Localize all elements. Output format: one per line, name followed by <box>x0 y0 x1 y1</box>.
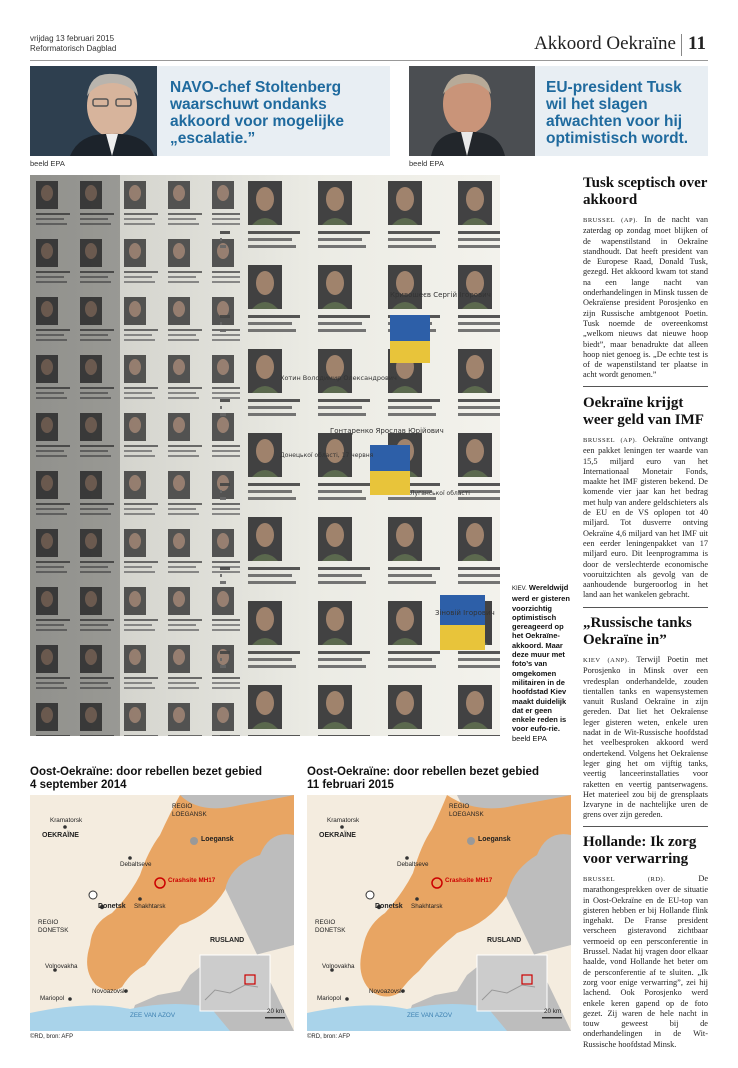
map-label: Novoazovsk <box>92 988 127 995</box>
stoltenberg-portrait <box>30 66 157 156</box>
quote-text-2: EU-president Tusk wil het slagen afwachten voor hij optimistisch wordt. <box>546 79 689 147</box>
article-dateline: BRUSSEL (AP). <box>583 437 638 444</box>
article-body <box>583 655 708 821</box>
article-title: „Russische tanks Oekraïne in” <box>583 615 692 648</box>
map-2 <box>307 795 571 1031</box>
article-text: Oekraïne ontvangt een pakket leningen ter waarde van 15,5 miljard euro van het Internationaal Monetair Fonds, maakte het IMF gisteren bekend. De komende vier jaar kan het bedrag met hulp van andere geldschieters als de EU en de VS oplopen tot 40 miljard. Tot dusverre ontving Oekraïne 4,6 miljard van het IMF uit een eerder leningenpakket van 17 miljard euro. Dit leenprogramma is door de verslechterde economische vooruitzichten als gevolg van de aanhoudende burgeroorlog in het land aan het wankelen gebracht. <box>583 435 709 600</box>
map-label: Mariopol <box>317 995 342 1002</box>
wall-text-6: Луганської області <box>410 490 470 497</box>
map-label: 20 km <box>267 1008 285 1015</box>
wall-text-4: Зіновій Ігорович <box>435 609 495 617</box>
map-2-heading <box>307 766 571 792</box>
map-title: Oost-Oekraïne: door rebellen bezet gebied <box>307 766 539 778</box>
map-label: Kramatorsk <box>327 817 360 824</box>
article-tanks <box>583 615 708 821</box>
header-rule <box>30 60 708 61</box>
photo-credit-2: beeld EPA <box>409 159 444 168</box>
memorial-wall-photo <box>30 175 500 736</box>
section-title: Akkoord Oekraïne <box>534 33 676 54</box>
map-label: Donetsk <box>375 903 403 910</box>
map-source-2: ©RD, bron: AFP <box>307 1034 351 1040</box>
article-imf <box>583 395 708 601</box>
map-label: 20 km <box>544 1008 562 1015</box>
map-label: OEKRAÏNE <box>42 832 79 839</box>
quote-box-2 <box>535 66 708 156</box>
article-divider <box>583 826 708 827</box>
wall-text-5: Донецької області, 17 червня <box>280 452 374 459</box>
map-date: 4 september 2014 <box>30 779 127 791</box>
map-source-1: ©RD, bron: AFP <box>30 1034 74 1040</box>
article-title: Tusk sceptisch over akkoord <box>583 175 708 208</box>
article-body <box>583 874 708 1050</box>
map-label: REGIO DONETSK <box>315 919 346 934</box>
map-date: 11 februari 2015 <box>307 779 394 791</box>
map-label: Shakhtarsk <box>411 903 443 910</box>
map-label: Donetsk <box>98 903 126 910</box>
photo-caption <box>512 583 574 743</box>
quote-box-1 <box>157 66 390 156</box>
map-label: Mariopol <box>40 995 65 1002</box>
quote-text-1: NAVO-chef Stoltenberg waarschuwt ondanks akkoord voor mogelijke „escalatie.” <box>170 79 344 147</box>
map-label: RUSLAND <box>487 937 522 944</box>
article-divider <box>583 607 708 608</box>
article-hollande <box>583 834 708 1050</box>
article-body <box>583 215 708 381</box>
tusk-portrait <box>409 66 535 156</box>
photo-credit-1: beeld EPA <box>30 159 65 168</box>
page-number: 11 <box>688 33 706 54</box>
map-label: REGIO DONETSK <box>38 919 69 934</box>
map-label: Debaltseve <box>120 861 152 868</box>
map-label: Volnovakha <box>322 963 355 970</box>
map-label: Volnovakha <box>45 963 78 970</box>
wall-text-2: Хотин Володимир Олександрович <box>280 374 397 382</box>
map-1 <box>30 795 294 1031</box>
wall-text-1: Кривошеєв Сергій Ігорович <box>390 291 491 299</box>
map-label: Kramatorsk <box>50 817 83 824</box>
map-label: Novoazovsk <box>369 988 404 995</box>
map-label: Debaltseve <box>397 861 429 868</box>
caption-text: Wereldwijd werd er gisteren voorzichtig optimistisch gereageerd op het Oekraïne-akkoord. Maar deze muur met foto’s van omgekomen militairen in de hoofdstad Kiev maakt duidelijk dat er geen enkele reden is voor eufo-rie. <box>512 583 570 734</box>
map-1-heading <box>30 766 294 792</box>
header-divider <box>681 34 682 56</box>
map-title: Oost-Oekraïne: door rebellen bezet gebied <box>30 766 262 778</box>
issue-date: vrijdag 13 februari 2015 <box>30 34 115 43</box>
article-text: De marathongesprekken over de situatie in Oost-Oekraïne en de EU-top van gisteren hebben er bij Hollande flink ingehakt. De Franse president verscheen gisteravond zichtbaar vermoeid op een persconferentie in Brussel. Nadat hij vragen door elkaar haalde, vond Hollande het beter om de persconferentie af te sluiten. „Ik zorg voor enige verwarring”, zei hij lachend. Ook Porosjenko werd enkele keren gapend op de foto gezet. Zij waren de hele nacht in touw geweest bij de onderhandelingen in de Wit-Russische hoofdstad Minsk. <box>583 874 709 1049</box>
article-divider <box>583 386 708 387</box>
map-label: REGIO LOEGANSK <box>449 803 484 818</box>
article-dateline: BRUSSEL (RD). <box>583 876 666 883</box>
article-title: Oekraïne krijgt weer geld van IMF <box>583 395 704 428</box>
caption-dateline: KIEV. <box>512 586 527 592</box>
map-label: ZEE VAN AZOV <box>407 1012 453 1019</box>
article-text: In de nacht van zaterdag op zondag moet blijken of de wapenstilstand in Oekraïne standhoudt. Dat heeft president van de Europese Raad, Donald Tusk, gezegd. Het akkoord kwam tot stand na een lange nacht van onderhandelingen in Minsk tussen de Oekraïense president Porosjenko en zijn Russische ambtgenoot Poetin. Tusk noemde de overeenkomst „welkom nieuws dat nieuwe hoop biedt”, maar benadrukte dat alleen hoop niet genoeg is. „De echte test is of de wapenstilstand ter plaatse in acht wordt genomen.” <box>583 215 708 380</box>
caption-credit: beeld EPA <box>512 733 547 743</box>
map-label: OEKRAÏNE <box>319 832 356 839</box>
map-label: Shakhtarsk <box>134 903 166 910</box>
paper-name: Reformatorisch Dagblad <box>30 44 117 53</box>
article-body <box>583 435 708 601</box>
article-tusk <box>583 175 708 381</box>
map-label: RUSLAND <box>210 937 245 944</box>
map-label: Crashsite MH17 <box>168 877 216 884</box>
map-label: REGIO LOEGANSK <box>172 803 207 818</box>
wall-text-3: Гонтаренко Ярослав Юрійович <box>330 427 444 435</box>
article-title: Hollande: Ik zorg voor verwarring <box>583 834 697 867</box>
masthead-date-block <box>30 34 116 54</box>
article-dateline: BRUSSEL (AP). <box>583 217 638 224</box>
map-label: Loegansk <box>478 836 511 843</box>
map-label: Loegansk <box>201 836 234 843</box>
article-text: Terwijl Poetin met Porosjenko in Minsk over een vredesplan onderhandelde, zouden tientallen tanks en wapensystemen vanuit Rusland Oekraïne in zijn gereden. Dat liet het Oekraïense leger gisteren weten, enkele uren nadat in de Wit-Russische hoofdstad het veelbesproken akkoord werd ondertekend. Volgens het Oekraïense leger ging het om vijftig tanks, veertig lanceerinstallaties voor raketten en veertig pantserwagens. Het materieel zou bij de grensplaats Izvaryne in de nachtelijke uren de grens over zijn gereden. <box>583 655 708 820</box>
article-dateline: KIEV (ANP). <box>583 657 630 664</box>
map-label: ZEE VAN AZOV <box>130 1012 176 1019</box>
map-label: Crashsite MH17 <box>445 877 493 884</box>
